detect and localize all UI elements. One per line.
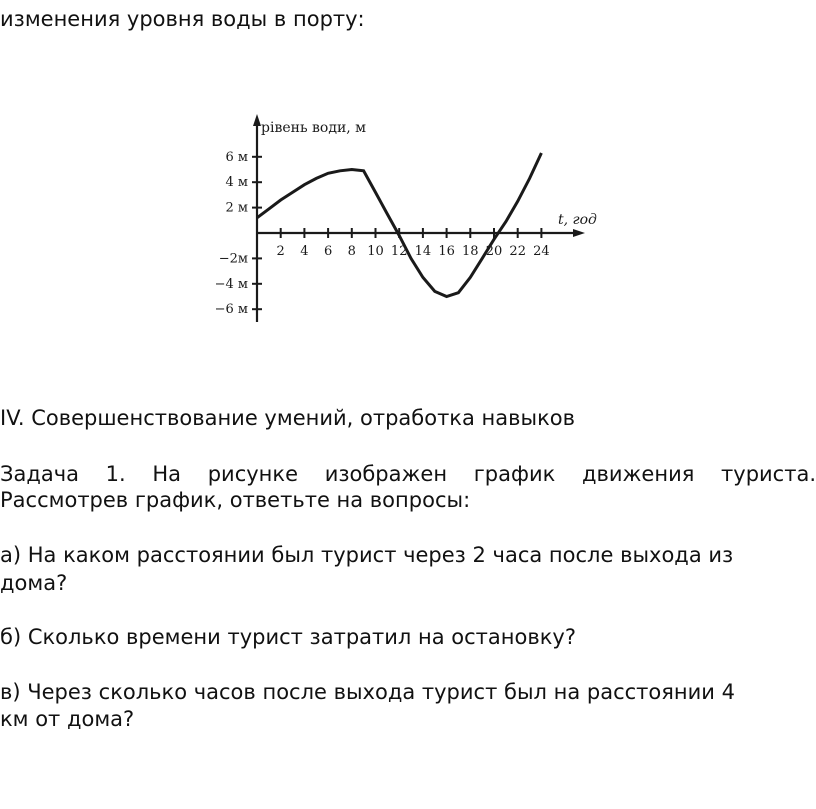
x-axis-label: t, год xyxy=(558,212,597,228)
x-tick-label: 4 xyxy=(300,244,309,259)
y-tick-label: −6 м xyxy=(214,302,248,318)
question-c-line-2: км от дома? xyxy=(0,707,135,731)
task-line-1: Задача 1. На рисунке изображен график движения туриста. xyxy=(0,462,816,486)
chart-svg xyxy=(214,100,605,330)
x-tick-label: 24 xyxy=(533,244,550,259)
x-tick-label: 16 xyxy=(438,244,455,259)
x-tick-label: 14 xyxy=(414,244,432,259)
intro-fragment: изменения уровня воды в порту: xyxy=(0,7,365,31)
water-level-line xyxy=(257,153,541,297)
question-a-line-1: а) На каком расстоянии был турист через 2 часа после выхода из xyxy=(0,543,734,567)
task-line-2: Рассмотрев график, ответьте на вопросы: xyxy=(0,488,471,512)
x-tick-label: 8 xyxy=(347,244,356,259)
question-b: б) Сколько времени турист затратил на остановку? xyxy=(0,625,576,649)
x-tick-label: 2 xyxy=(276,244,285,259)
x-tick-label: 22 xyxy=(509,244,526,259)
x-tick-label: 12 xyxy=(390,244,408,259)
y-axis-label: рівень води, м xyxy=(261,120,367,136)
x-tick-label: 10 xyxy=(367,244,384,259)
x-tick-label: 6 xyxy=(323,244,333,259)
x-tick-label: 20 xyxy=(485,244,503,259)
y-tick-label: 6 м xyxy=(225,149,248,165)
question-a-line-2: дома? xyxy=(0,571,68,595)
question-c-line-1: в) Через сколько часов после выхода турист был на расстоянии 4 xyxy=(0,680,735,704)
section-heading: IV. Совершенствование умений, отработка навыков xyxy=(0,406,575,430)
y-tick-label: −2м xyxy=(218,251,248,267)
y-tick-label: 2 м xyxy=(225,200,248,216)
x-axis-arrow xyxy=(573,229,585,237)
y-axis-arrow xyxy=(253,114,261,126)
water-level-chart xyxy=(214,100,605,330)
y-ticks xyxy=(215,150,262,317)
chart-axes xyxy=(253,114,585,322)
x-tick-label: 18 xyxy=(462,244,479,259)
y-tick-label: −4 м xyxy=(214,276,248,292)
y-tick-label: 4 м xyxy=(225,175,248,191)
